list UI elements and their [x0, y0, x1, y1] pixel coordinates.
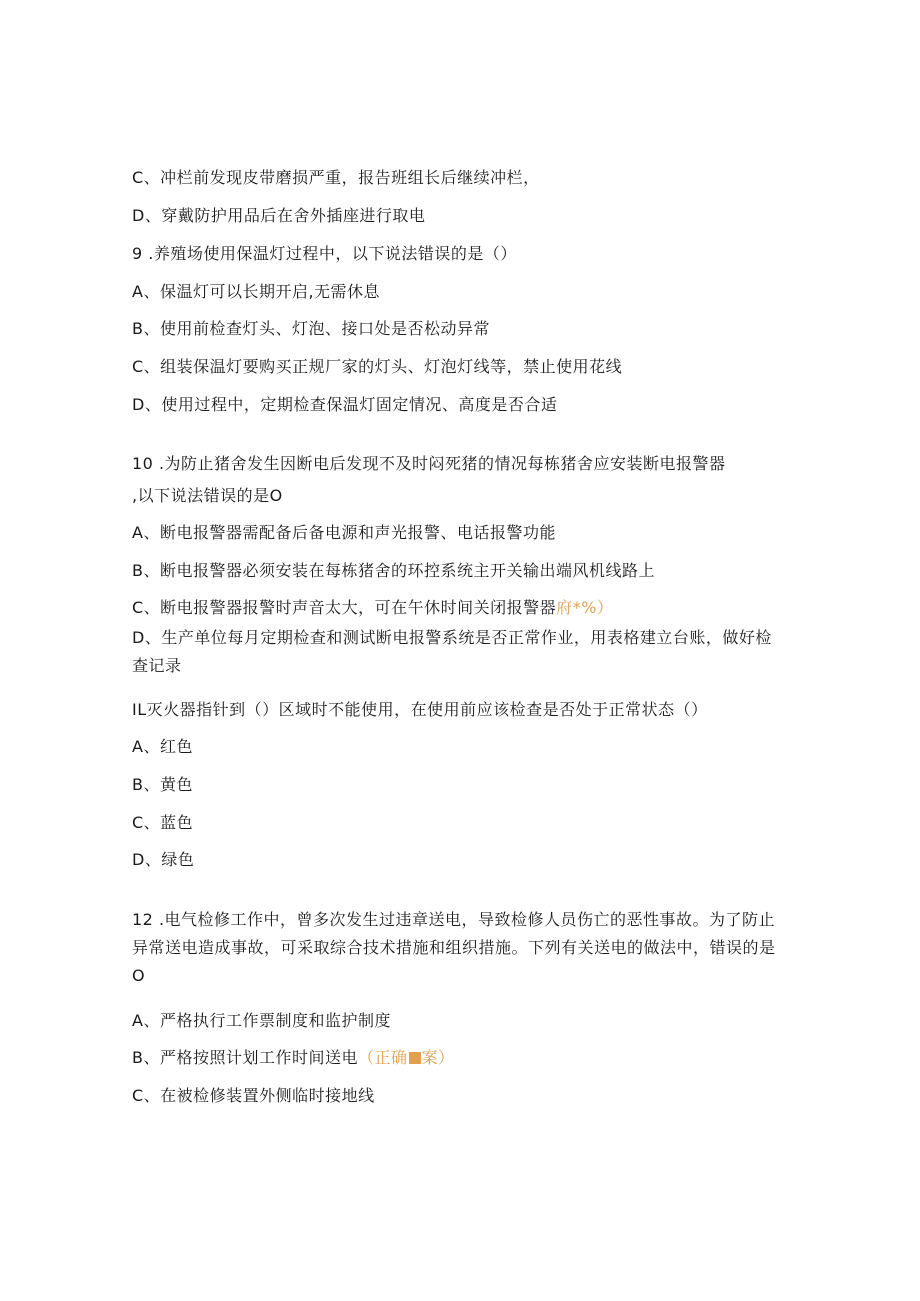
q11-option-b: B、黄色 — [132, 775, 193, 794]
q10-stem-line2: ,以下说法错误的是O — [132, 486, 283, 505]
q10-answer-mark: 府*%） — [556, 598, 614, 617]
q12-answer-mark — [358, 1048, 455, 1067]
q11-option-d: D、绿色 — [132, 850, 195, 869]
q12-option-b-text: B、严格按照计划工作时间送电 — [132, 1048, 358, 1067]
q12-option-b — [132, 1048, 455, 1068]
q11-option-c: C、蓝色 — [132, 813, 194, 832]
q10-stem-line1: 10 .为防止猪舍发生因断电后发现不及时闷死猪的情况每栋猪舍应安装断电报警器 — [132, 454, 726, 473]
q9-option-d: D、使用过程中，定期检查保温灯固定情况、高度是否合适 — [132, 395, 558, 414]
q9-option-c: C、组装保温灯要购买正规厂家的灯头、灯泡灯线等，禁止使用花线 — [132, 357, 623, 376]
q12-option-a: A、严格执行工作票制度和监护制度 — [132, 1011, 391, 1030]
q9-option-a: A、保温灯可以长期开启,无需休息 — [132, 282, 381, 301]
redaction-block-icon — [409, 1052, 421, 1064]
q10-option-c — [132, 598, 613, 618]
q12-option-c: C、在被检修装置外侧临时接地线 — [132, 1086, 375, 1105]
q9-option-b: B、使用前检查灯头、灯泡、接口处是否松动异常 — [132, 319, 490, 338]
q10-option-b: B、断电报警器必须安装在每栋猪舍的环控系统主开关输出端风机线路上 — [132, 561, 655, 580]
q8-option-c: C、冲栏前发现皮带磨损严重，报告班组长后继续冲栏， — [132, 168, 540, 187]
q10-option-c-text: C、断电报警器报警时声音太大，可在午休时间关闭报警器 — [132, 598, 557, 617]
q12-stem: 12 .电气检修工作中，曾多次发生过违章送电，导致检修人员伤亡的恶性事故。为了防止异常送电造成事故，可采取综合技术措施和组织措施。下列有关送电的做法中，错误的是O — [132, 910, 776, 985]
q10-option-a: A、断电报警器需配备后备电源和声光报警、电话报警功能 — [132, 523, 556, 542]
q11-stem: IL灭火器指针到（）区域时不能使用，在使用前应该检查是否处于正常状态（） — [132, 700, 708, 719]
q12-answer-mark-pre: （正确 — [357, 1048, 408, 1067]
q11-option-a: A、红色 — [132, 737, 193, 756]
q10-option-d: D、生产单位每月定期检查和测试断电报警系统是否正常作业，用表格建立台账，做好检查记录 — [132, 628, 772, 675]
q8-option-d: D、穿戴防护用品后在舍外插座进行取电 — [132, 206, 426, 225]
q9-stem: 9 .养殖场使用保温灯过程中，以下说法错误的是（） — [132, 244, 517, 263]
q12-answer-mark-post: 案） — [421, 1048, 455, 1067]
